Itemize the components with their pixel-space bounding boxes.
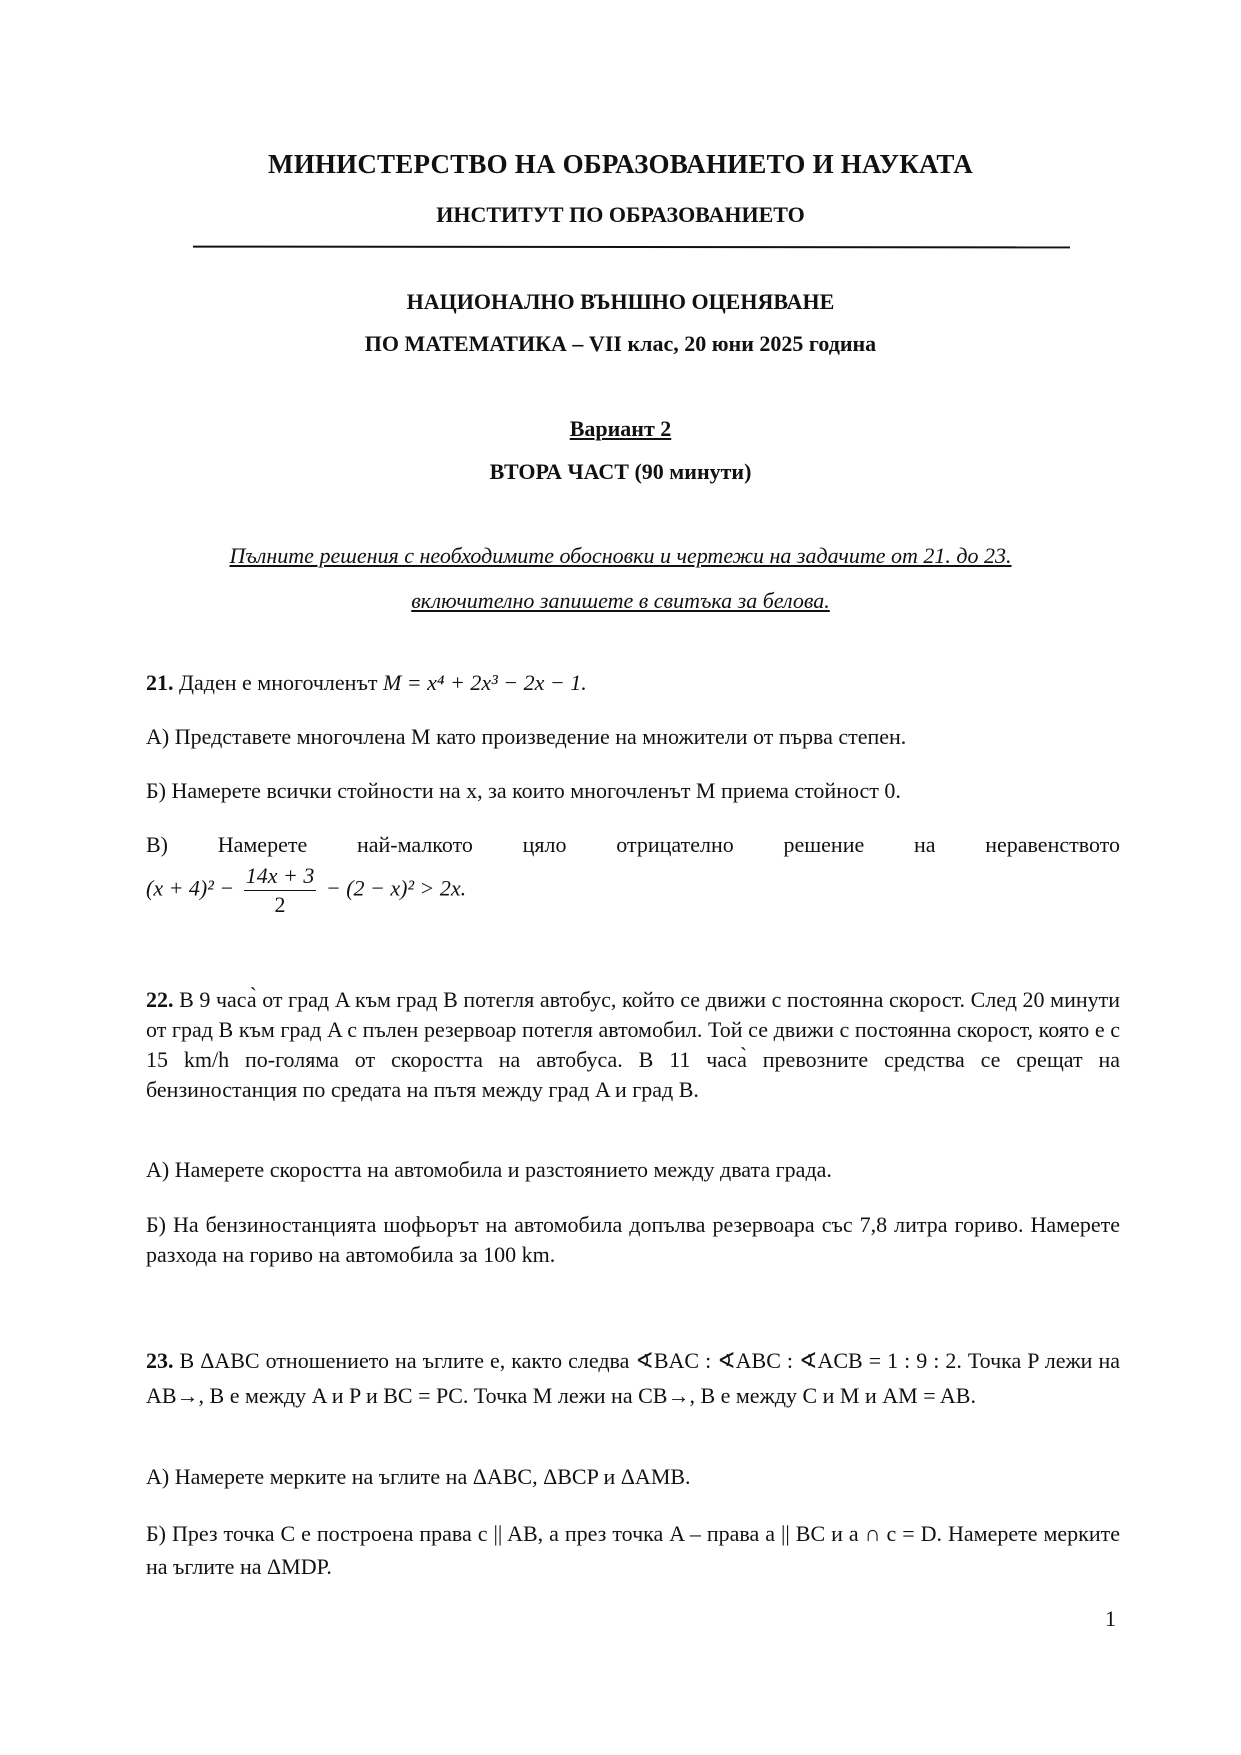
inequality-fraction (244, 862, 317, 919)
inequality-left: (x + 4)² − (146, 875, 235, 901)
task21-number: 21. (146, 670, 174, 695)
task21-inequality (146, 862, 466, 919)
task23-statement (146, 1343, 1120, 1413)
part-label: ВТОРА ЧАСТ (90 минути) (489, 459, 752, 484)
header-divider (193, 246, 1070, 249)
instruction-line2: включително запишете в свитъка за белова. (411, 588, 830, 613)
task22-text: В 9 часа̀ от град A към град B потегля автобус, който се движи с постоянна скорост. След 20 минути от град B към град A с пълен резервоар потегля автомобил. Той се движи с постоянна скорост, която е с 15 km/h по-голяма от скоростта на автобуса. В 11 часа̀ превозните средства се срещат на бензиностанция по средата на пътя между град A и град B. (146, 987, 1121, 1102)
exam-title-line1: НАЦИОНАЛНО ВЪНШНО ОЦЕНЯВАНЕ (406, 289, 835, 314)
task22-part-b: Б) На бензиностанцията шофьорът на автомобила допълва резервоара със 7,8 литра гориво. Намерете разхода на гориво на автомобила за 100 km. (146, 1212, 1120, 1267)
institute-heading: ИНСТИТУТ ПО ОБРАЗОВАНИЕТО (436, 202, 805, 227)
inequality-right: − (2 − x)² > 2x. (325, 875, 467, 901)
task22-number: 22. (146, 987, 174, 1012)
task21-part-b: Б) Намерете всички стойности на x, за които многочленът M приема стойност 0. (146, 778, 901, 803)
task21-intro (146, 668, 1120, 698)
task21-intro-text: Даден е многочленът (179, 670, 378, 695)
fraction-numerator: 14x + 3 (244, 862, 317, 891)
task21-polynomial: M = x⁴ + 2x³ − 2x − 1. (382, 670, 587, 695)
task21-part-a: А) Представете многочлена M като произведение на множители от първа степен. (146, 724, 907, 749)
page-number: 1 (1105, 1606, 1116, 1631)
fraction-denominator: 2 (274, 892, 286, 917)
task23-text: В ΔABC отношението на ъглите е, както следва ∢BAC : ∢ABC : ∢ACB = 1 : 9 : 2. Точка P лежи на AB→, B е между A и P и BC = PC. Точка M лежи на CB→, B е между C и M и AM = AB. (146, 1348, 1121, 1408)
task21-part-c: В) Намерете най-малкото цяло отрицателно решение на неравенството (146, 832, 1120, 857)
task23-number: 23. (146, 1348, 174, 1373)
instruction-line1: Пълните решения с необходимите обосновки и чертежи на задачите от 21. до 23. (229, 543, 1012, 568)
task22-statement (146, 985, 1120, 1105)
exam-title-line2: ПО МАТЕМАТИКА – VII клас, 20 юни 2025 година (364, 331, 877, 356)
variant-label: Вариант 2 (569, 416, 672, 441)
task23-part-a: А) Намерете мерките на ъглите на ΔABC, ΔBCP и ΔAMB. (146, 1464, 691, 1489)
ministry-heading: МИНИСТЕРСТВО НА ОБРАЗОВАНИЕТО И НАУКАТА (268, 149, 973, 179)
task22-part-a: А) Намерете скоростта на автомобила и разстоянието между двата града. (146, 1157, 832, 1182)
task23-part-b: Б) През точка C е построена права c || AB, а през точка A – права a || BC и a ∩ c = D. Намерете мерките на ъглите на ΔMDP. (146, 1521, 1120, 1579)
